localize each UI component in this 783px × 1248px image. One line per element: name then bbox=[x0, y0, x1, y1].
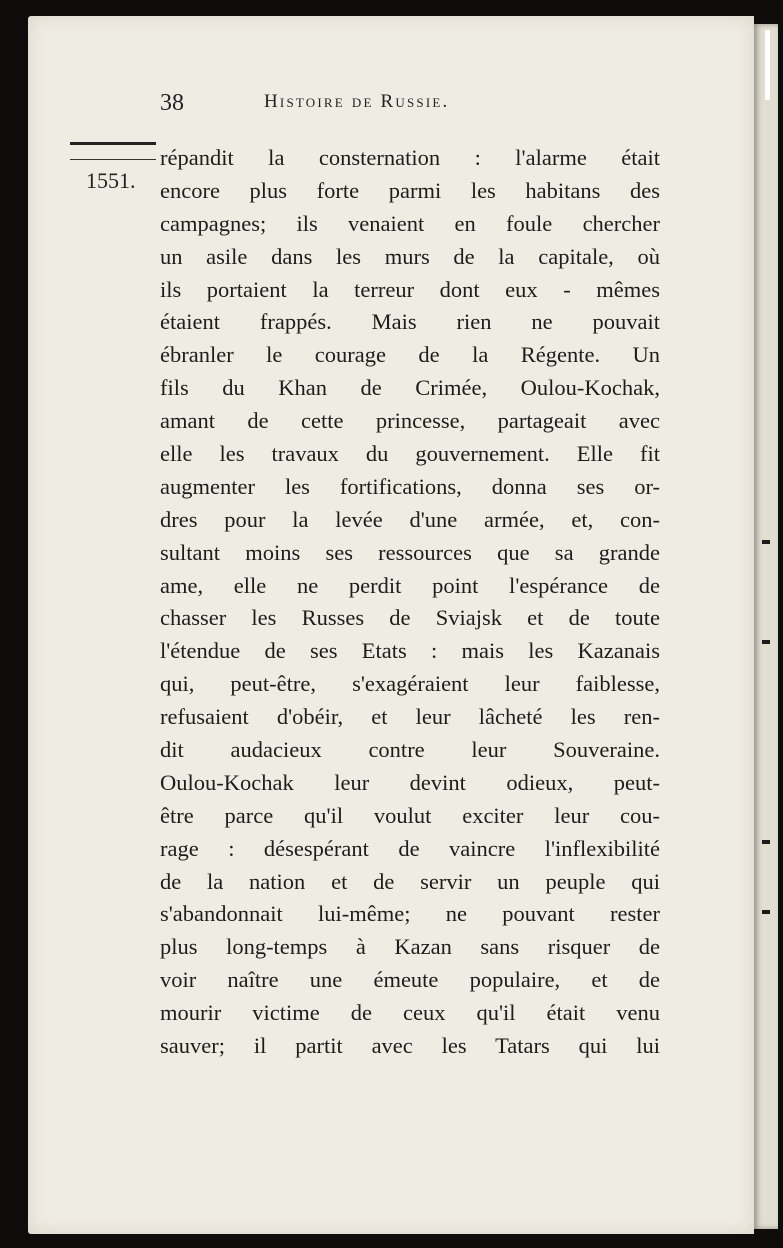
text-line: de la nation et de servir un peuple qui bbox=[160, 868, 660, 894]
edge-mark bbox=[762, 540, 770, 544]
text-line: mourir victime de ceux qu'il était venu bbox=[160, 1000, 660, 1026]
text-line: qui, peut-être, s'exagéraient leur faiblesse, bbox=[160, 671, 660, 697]
text-line: encore plus forte parmi les habitans des bbox=[160, 177, 660, 203]
text-line: s'abandonnait lui-même; ne pouvant rester bbox=[160, 901, 660, 927]
text-line: un asile dans les murs de la capitale, où bbox=[160, 243, 660, 269]
body-text bbox=[160, 142, 660, 1063]
text-line: ils portaient la terreur dont eux - mêmes bbox=[160, 276, 660, 302]
text-line: dit audacieux contre leur Souveraine. bbox=[160, 737, 660, 763]
text-line: Oulou-Kochak leur devint odieux, peut- bbox=[160, 769, 660, 795]
text-line: sultant moins ses ressources que sa grande bbox=[160, 539, 660, 565]
text-line: répandit la consternation : l'alarme était bbox=[160, 145, 660, 170]
edge-mark bbox=[762, 640, 770, 644]
margin-year: 1551. bbox=[86, 168, 136, 193]
text-line: dres pour la levée d'une armée, et, con- bbox=[160, 506, 660, 532]
text-line: l'étendue de ses Etats : mais les Kazanais bbox=[160, 638, 660, 664]
text-line: elle les travaux du gouvernement. Elle fit bbox=[160, 441, 660, 467]
page-number: 38 bbox=[160, 90, 184, 116]
text-line: augmenter les fortifications, donna ses or- bbox=[160, 473, 660, 499]
bookmark-ribbon bbox=[765, 30, 770, 100]
text-line: voir naître une émeute populaire, et de bbox=[160, 967, 660, 993]
text-line: ame, elle ne perdit point l'espérance de bbox=[160, 572, 660, 598]
text-line: fils du Khan de Crimée, Oulou-Kochak, bbox=[160, 375, 660, 401]
margin-rule bbox=[70, 142, 156, 160]
text-line: refusaient d'obéir, et leur lâcheté les ren- bbox=[160, 704, 660, 730]
text-line: chasser les Russes de Sviajsk et de toute bbox=[160, 605, 660, 631]
running-head: Histoire de Russie. bbox=[264, 91, 450, 112]
text-line: être parce qu'il voulut exciter leur cou- bbox=[160, 802, 660, 828]
text-line: étaient frappés. Mais rien ne pouvait bbox=[160, 309, 660, 335]
text-line: amant de cette princesse, partageait avec bbox=[160, 408, 660, 434]
text-line: ébranler le courage de la Régente. Un bbox=[160, 342, 660, 368]
adjacent-page-edge bbox=[754, 24, 778, 1229]
text-line: plus long-temps à Kazan sans risquer de bbox=[160, 934, 660, 960]
text-line: sauver; il partit avec les Tatars qui lui bbox=[160, 1033, 660, 1059]
text-line: campagnes; ils venaient en foule chercher bbox=[160, 210, 660, 236]
edge-mark bbox=[762, 910, 770, 914]
edge-mark bbox=[762, 840, 770, 844]
text-line: rage : désespérant de vaincre l'inflexibilité bbox=[160, 835, 660, 861]
